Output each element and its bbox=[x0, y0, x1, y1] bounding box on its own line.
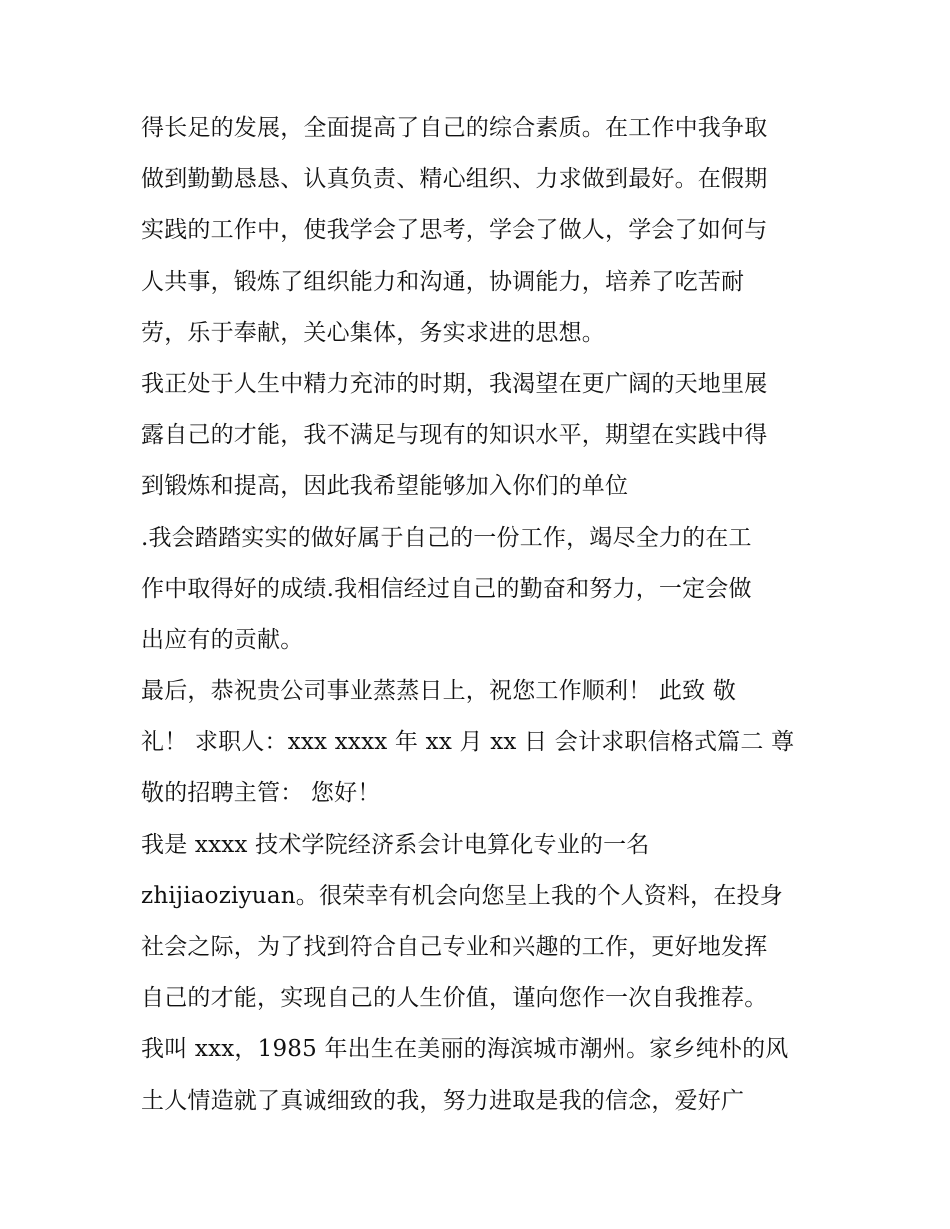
text-line: 劳，乐于奉献，关心集体，务实求进的思想。 bbox=[141, 319, 605, 346]
text-line: 做到勤勤恳恳、认真负责、精心组织、力求做到最好。在假期 bbox=[141, 166, 768, 193]
text-line: 我叫 xxx，1985 年出生在美丽的海滨城市潮州。家乡纯朴的风 bbox=[141, 1036, 789, 1063]
text-line: 我正处于人生中精力充沛的时期，我渴望在更广阔的天地里展 bbox=[141, 370, 768, 397]
text-line: 实践的工作中，使我学会了思考，学会了做人，学会了如何与 bbox=[141, 217, 768, 244]
text-line: 自己的才能，实现自己的人生价值，谨向您作一次自我推荐。 bbox=[141, 985, 768, 1012]
text-line: 我是 xxxx 技术学院经济系会计电算化专业的一名 bbox=[141, 831, 650, 858]
text-line: zhijiaoziyuan。很荣幸有机会向您呈上我的个人资料，在投身 bbox=[141, 882, 783, 909]
text-line: .我会踏踏实实的做好属于自己的一份工作，竭尽全力的在工 bbox=[141, 524, 752, 551]
text-line: 得长足的发展，全面提高了自己的综合素质。在工作中我争取 bbox=[141, 115, 768, 141]
text-line: 露自己的才能，我不满足与现有的知识水平，期望在实践中得 bbox=[141, 422, 768, 449]
body-text bbox=[141, 103, 821, 1127]
text-line: 出应有的贡献。 bbox=[141, 626, 304, 653]
text-line: 到锻炼和提高，因此我希望能够加入你们的单位 bbox=[141, 473, 629, 500]
text-line: 礼！ 求职人：xxx xxxx 年 xx 月 xx 日 会计求职信格式篇二 尊 bbox=[141, 729, 795, 756]
text-line: 土人情造就了真诚细致的我，努力进取是我的信念，爱好广 bbox=[141, 1087, 745, 1114]
text-line: 社会之际，为了找到符合自己专业和兴趣的工作，更好地发挥 bbox=[141, 934, 768, 960]
text-line: 最后，恭祝贵公司事业蒸蒸日上，祝您工作顺利！ 此致 敬 bbox=[141, 678, 737, 705]
text-line: 敬的招聘主管： 您好！ bbox=[141, 780, 381, 807]
text-line: 人共事，锻炼了组织能力和沟通，协调能力，培养了吃苦耐 bbox=[141, 268, 745, 295]
text-line: 作中取得好的成绩.我相信经过自己的勤奋和努力，一定会做 bbox=[141, 575, 752, 602]
